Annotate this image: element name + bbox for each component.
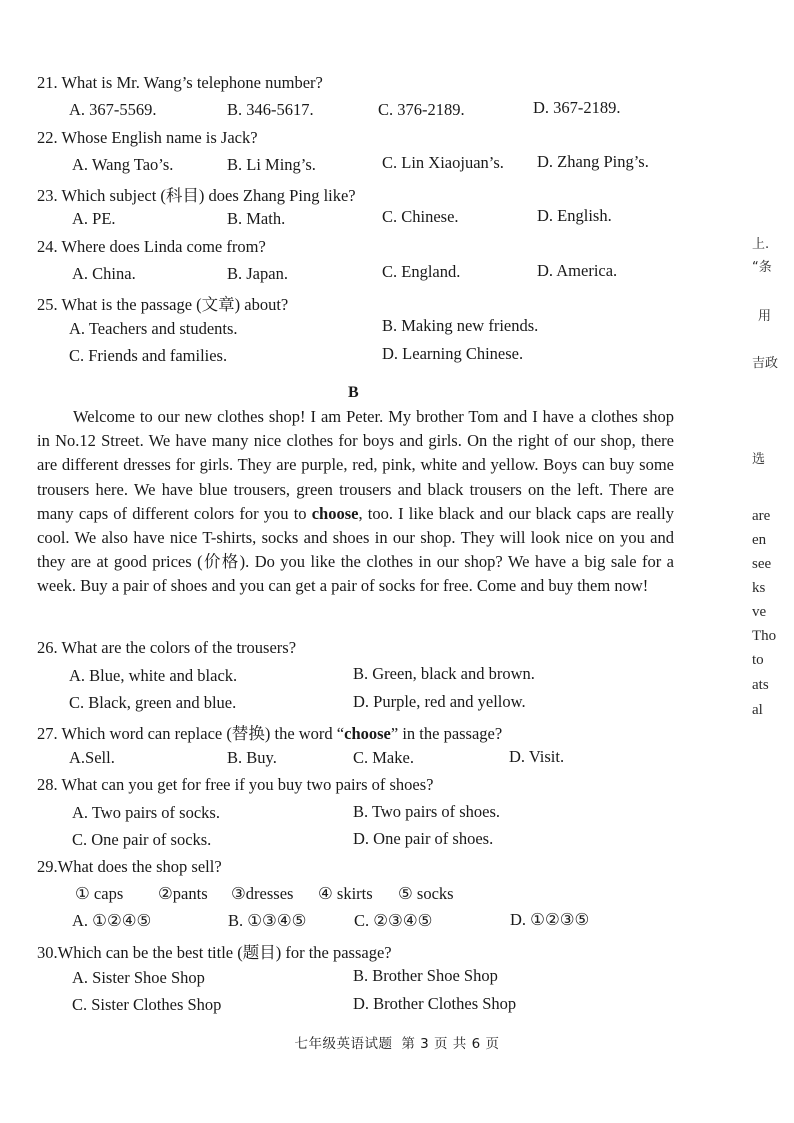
question-21	[37, 73, 323, 93]
margin-fragment: are	[752, 508, 771, 524]
option-c[interactable]: C. 376-2189.	[378, 100, 465, 119]
question-stem: Which can be the best title (题目) for the passage?	[57, 943, 392, 962]
option-a[interactable]: A. Teachers and students.	[69, 319, 238, 338]
option-b[interactable]: B. Two pairs of shoes.	[353, 802, 501, 821]
option-c[interactable]: C. Make.	[353, 748, 414, 767]
margin-fragment: en	[752, 532, 767, 548]
item-2: ②pants	[158, 884, 208, 903]
margin-fragment: ks	[752, 580, 766, 596]
option-a[interactable]: A. Sister Shoe Shop	[72, 968, 205, 987]
option-d[interactable]: D. Brother Clothes Shop	[353, 994, 517, 1013]
option-b[interactable]: B. Japan.	[227, 264, 288, 283]
option-c[interactable]: C. ②③④⑤	[354, 911, 433, 930]
option-b[interactable]: B. Math.	[227, 209, 286, 228]
margin-fragment: to	[752, 652, 764, 668]
option-c[interactable]: C. Black, green and blue.	[69, 693, 237, 712]
passage-keyword: choose	[311, 503, 359, 523]
option-c[interactable]: C. England.	[382, 262, 461, 281]
margin-fragment: Tho	[752, 628, 777, 644]
passage-text-part2: , too. I like black and our black caps are really cool. We also have nice T-shirts, socks and shoes in our shop. They will look nice on you and they are at good prices (价格). Do you like the clothes in our shop? We have a big sale for a week. Buy a pair of shoes and you can get a pair of socks for free. Come and buy them now!	[37, 503, 674, 596]
margin-fragment: ats	[752, 677, 769, 693]
question-number: 24.	[37, 237, 58, 256]
margin-fragment: ve	[752, 604, 767, 620]
item-1: ① caps	[75, 884, 124, 903]
margin-fragment: 上.	[752, 237, 770, 252]
question-28	[37, 775, 434, 795]
question-stem-before: Which word can replace (替换) the word “	[61, 724, 345, 743]
option-a[interactable]: A. 367-5569.	[69, 100, 157, 119]
question-22	[37, 128, 258, 148]
question-number: 30.	[37, 943, 58, 962]
option-a[interactable]: A. Wang Tao’s.	[72, 155, 174, 174]
reading-passage	[37, 405, 674, 599]
question-number: 21.	[37, 73, 58, 92]
margin-fragment: 选	[752, 452, 766, 467]
question-stem: Which subject (科目) does Zhang Ping like?	[61, 186, 356, 205]
option-a[interactable]: A. ①②④⑤	[72, 911, 152, 930]
option-b[interactable]: B. 346-5617.	[227, 100, 314, 119]
exam-title: 七年级英语试题	[294, 1036, 393, 1052]
page-footer	[0, 1032, 794, 1052]
option-c[interactable]: C. Sister Clothes Shop	[72, 995, 222, 1014]
question-number: 27.	[37, 724, 58, 743]
option-d[interactable]: D. One pair of shoes.	[353, 829, 494, 848]
passage-text-part1: Welcome to our new clothes shop! I am Peter. My brother Tom and I have a clothes shop in No.12 Street. We have many nice clothes for boys and girls. On the right of our shop, there are different dresses for girls. They are purple, red, pink, white and yellow. Boys can buy some trousers here. We have blue trousers, green trousers and black trousers on the left. There are many caps of different colors for you to	[37, 407, 674, 523]
question-25	[37, 291, 288, 315]
option-d[interactable]: D. Visit.	[509, 747, 565, 766]
option-d[interactable]: D. Learning Chinese.	[382, 344, 524, 363]
question-stem: What does the shop sell?	[57, 857, 222, 876]
margin-fragment: 吉政	[752, 356, 779, 371]
question-29	[37, 857, 222, 877]
question-23	[37, 182, 356, 206]
option-a[interactable]: A.Sell.	[69, 748, 115, 767]
question-26	[37, 638, 296, 658]
option-a[interactable]: A. PE.	[72, 209, 116, 228]
option-b[interactable]: B. Li Ming’s.	[227, 155, 316, 174]
question-24	[37, 237, 266, 257]
option-b[interactable]: B. Green, black and brown.	[353, 664, 535, 683]
question-number: 23.	[37, 186, 58, 205]
margin-fragment: al	[752, 702, 763, 718]
question-30	[37, 939, 392, 963]
option-b[interactable]: B. ①③④⑤	[228, 911, 307, 930]
option-d[interactable]: D. 367-2189.	[533, 98, 621, 117]
question-stem: What is the passage (文章) about?	[61, 295, 289, 314]
option-c[interactable]: C. Friends and families.	[69, 346, 228, 365]
question-number: 28.	[37, 775, 58, 794]
option-b[interactable]: B. Buy.	[227, 748, 277, 767]
question-number: 25.	[37, 295, 58, 314]
option-c[interactable]: C. One pair of socks.	[72, 830, 212, 849]
question-stem: What can you get for free if you buy two pairs of shoes?	[61, 775, 434, 794]
option-a[interactable]: A. Two pairs of socks.	[72, 803, 220, 822]
question-stem: Where does Linda come from?	[61, 237, 266, 256]
question-stem: What are the colors of the trousers?	[61, 638, 297, 657]
margin-fragment: “条	[752, 260, 772, 275]
question-stem: Whose English name is Jack?	[61, 128, 258, 147]
question-number: 26.	[37, 638, 58, 657]
margin-fragment: see	[752, 556, 772, 572]
section-heading: B	[348, 384, 359, 401]
question-number: 22.	[37, 128, 58, 147]
item-5: ⑤ socks	[398, 884, 454, 903]
option-a[interactable]: A. China.	[72, 264, 136, 283]
option-b[interactable]: B. Making new friends.	[382, 316, 539, 335]
item-4: ④ skirts	[318, 884, 373, 903]
option-c[interactable]: C. Chinese.	[382, 207, 459, 226]
question-keyword: choose	[344, 724, 391, 743]
margin-fragment: 用	[758, 309, 772, 324]
option-d[interactable]: D. America.	[537, 261, 618, 280]
option-a[interactable]: A. Blue, white and black.	[69, 666, 238, 685]
question-stem-after: ” in the passage?	[390, 724, 503, 743]
option-c[interactable]: C. Lin Xiaojuan’s.	[382, 153, 504, 172]
question-27	[37, 720, 502, 744]
page-number: 第 3 页 共 6 页	[401, 1036, 500, 1052]
option-d[interactable]: D. Zhang Ping’s.	[537, 152, 649, 171]
item-3: ③dresses	[231, 884, 294, 903]
option-d[interactable]: D. Purple, red and yellow.	[353, 692, 526, 711]
question-number: 29.	[37, 857, 58, 876]
option-d[interactable]: D. English.	[537, 206, 612, 225]
option-d[interactable]: D. ①②③⑤	[510, 910, 590, 929]
option-b[interactable]: B. Brother Shoe Shop	[353, 966, 498, 985]
question-stem: What is Mr. Wang’s telephone number?	[61, 73, 323, 92]
